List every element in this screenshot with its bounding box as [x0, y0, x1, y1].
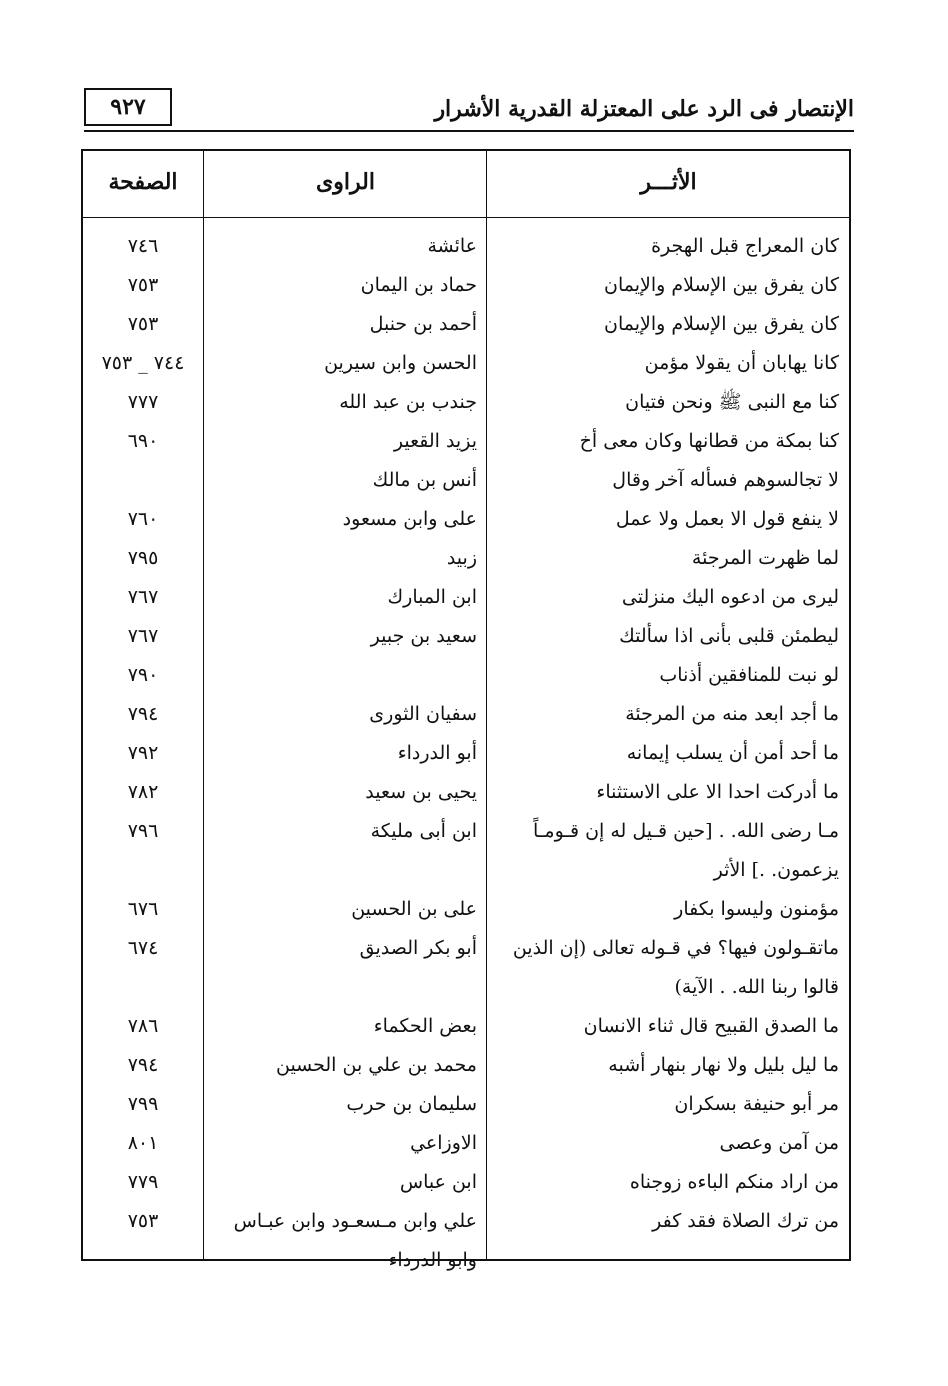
rawi-cell: محمد بن علي بن الحسين — [275, 1054, 477, 1076]
header-divider — [84, 130, 854, 132]
athar-cell: ما الصدق القبيح قال ثناء الانسان — [583, 1015, 839, 1037]
page-cell: ٧٥٣ — [127, 274, 159, 296]
athar-cell: كانا يهابان أن يقولا مؤمن — [644, 352, 839, 374]
table-row — [83, 227, 849, 266]
rawi-cell: أبو بكر الصديق — [359, 937, 477, 959]
athar-cell: مـا رضى الله. . [حين قـيل له إن قـومـاً يزعمون. .] الأثر — [533, 820, 839, 881]
page-cell: ٧٩٠ — [127, 664, 159, 686]
page-cell: ٧٥٣ — [127, 1210, 159, 1232]
athar-cell: من ترك الصلاة فقد كفر — [652, 1210, 839, 1232]
table-row — [83, 1202, 849, 1280]
table-row — [83, 461, 849, 500]
column-header-rawi: الراوى — [316, 169, 375, 195]
athar-cell: ليطمئن قلبى بأنى اذا سألتك — [619, 625, 839, 647]
athar-cell: لا تجالسوهم فسأله آخر وقال — [612, 469, 839, 491]
rawi-cell: عائشة — [427, 235, 477, 257]
table-row — [83, 383, 849, 422]
rawi-cell: أنس بن مالك — [372, 469, 477, 491]
table-row — [83, 812, 849, 890]
athar-cell: كنا مع النبى ﷺ ونحن فتيان — [625, 391, 839, 413]
athar-cell: ما أجد ابعد منه من المرجئة — [625, 703, 839, 725]
rawi-cell: حماد بن اليمان — [360, 274, 477, 296]
page-cell: ٧٤٦ — [127, 235, 159, 257]
rawi-cell: أحمد بن حنبل — [369, 313, 477, 335]
rawi-cell: ابن أبى مليكة — [370, 820, 477, 842]
rawi-cell: بعض الحكماء — [373, 1015, 477, 1037]
page-cell: ٧٩٥ — [127, 547, 159, 569]
table-row — [83, 656, 849, 695]
athar-cell: كان المعراج قبل الهجرة — [651, 235, 839, 257]
rawi-cell: أبو الدرداء — [397, 742, 477, 764]
table-row — [83, 1124, 849, 1163]
table-row — [83, 422, 849, 461]
rawi-cell: ابن المبارك — [387, 586, 477, 608]
rawi-cell: يزيد القعير — [393, 430, 477, 452]
page-cell: ٧٩٩ — [127, 1093, 159, 1115]
rawi-cell: الاوزاعي — [410, 1132, 477, 1154]
athar-cell: مر أبو حنيفة بسكران — [674, 1093, 839, 1115]
table-row — [83, 773, 849, 812]
table-row — [83, 539, 849, 578]
athar-cell: لو نبت للمنافقين أذناب — [659, 664, 839, 686]
athar-cell: ما أدركت احدا الا على الاستثناء — [596, 781, 839, 803]
table-row — [83, 578, 849, 617]
table-row — [83, 1046, 849, 1085]
page-cell: ٨٠١ — [127, 1132, 159, 1154]
table-row — [83, 500, 849, 539]
table-row — [83, 695, 849, 734]
page-number: ٩٢٧ — [84, 88, 172, 126]
table-row — [83, 305, 849, 344]
page-cell: ٧٤٤ _ ٧٥٣ — [101, 352, 185, 374]
book-title: الإنتصار فى الرد على المعتزلة القدرية الأشرار — [434, 96, 854, 122]
rawi-cell: زبيد — [446, 547, 477, 569]
athar-cell: كان يفرق بين الإسلام والإيمان — [604, 313, 839, 335]
rawi-cell: ابن عباس — [399, 1171, 477, 1193]
table-body — [83, 227, 849, 1280]
athar-cell: مؤمنون وليسوا بكفار — [674, 898, 839, 920]
rawi-cell: سليمان بن حرب — [346, 1093, 477, 1115]
page-cell: ٧٨٢ — [127, 781, 159, 803]
column-header-page: الصفحة — [108, 169, 178, 195]
rawi-cell: سعيد بن جبير — [370, 625, 477, 647]
page-cell: ٦٧٦ — [127, 898, 159, 920]
column-header-athar: الأثـــر — [640, 169, 697, 195]
page-cell: ٧٦٧ — [127, 586, 159, 608]
athar-cell: ما ليل بليل ولا نهار بنهار أشبه — [608, 1054, 839, 1076]
table-row — [83, 617, 849, 656]
athar-cell: ليرى من ادعوه اليك منزلتى — [621, 586, 839, 608]
athar-cell: ماتقـولون فيها؟ في قـوله تعالى (إن الذين قالوا ربنا الله. . الآية) — [512, 937, 839, 998]
rawi-cell: على وابن مسعود — [342, 508, 477, 530]
page-cell: ٧٧٩ — [127, 1171, 159, 1193]
athar-index-table — [81, 149, 851, 1271]
page-cell: ٧٦٧ — [127, 625, 159, 647]
athar-cell: من اراد منكم الباءه زوجناه — [629, 1171, 839, 1193]
page-cell: ٦٩٠ — [127, 430, 159, 452]
table-row — [83, 734, 849, 773]
athar-cell: كنا بمكة من قطانها وكان معى أخ — [579, 430, 839, 452]
page-cell: ٧٦٠ — [127, 508, 159, 530]
page-cell: ٦٧٤ — [127, 937, 159, 959]
rawi-cell: الحسن وابن سيرين — [324, 352, 477, 374]
athar-cell: من آمن وعصى — [719, 1132, 839, 1154]
rawi-cell: علي وابن مـسعـود وابن عبـاس وابو الدرداء — [233, 1210, 477, 1271]
running-head — [84, 88, 854, 130]
rawi-cell: على بن الحسين — [351, 898, 477, 920]
table-row — [83, 890, 849, 929]
page-cell: ٧٩٤ — [127, 1054, 159, 1076]
athar-cell: لا ينفع قول الا بعمل ولا عمل — [615, 508, 839, 530]
page-cell: ٧٨٦ — [127, 1015, 159, 1037]
table-row — [83, 1163, 849, 1202]
table-row — [83, 344, 849, 383]
page-cell: ٧٥٣ — [127, 313, 159, 335]
rawi-cell: جندب بن عبد الله — [339, 391, 477, 413]
rawi-cell: يحيى بن سعيد — [365, 781, 477, 803]
page-cell: ٧٧٧ — [127, 391, 159, 413]
table-row — [83, 1085, 849, 1124]
table-row — [83, 1007, 849, 1046]
athar-cell: ما أحد أمن أن يسلب إيمانه — [626, 742, 839, 764]
page-cell: ٧٩٤ — [127, 703, 159, 725]
rawi-cell: سفيان الثورى — [369, 703, 477, 725]
table-row — [83, 929, 849, 1007]
page-cell: ٧٩٢ — [127, 742, 159, 764]
table-header-divider — [83, 217, 849, 218]
page-cell: ٧٩٦ — [127, 820, 159, 842]
athar-cell: كان يفرق بين الإسلام والإيمان — [604, 274, 839, 296]
table-row — [83, 266, 849, 305]
athar-cell: لما ظهرت المرجئة — [691, 547, 839, 569]
